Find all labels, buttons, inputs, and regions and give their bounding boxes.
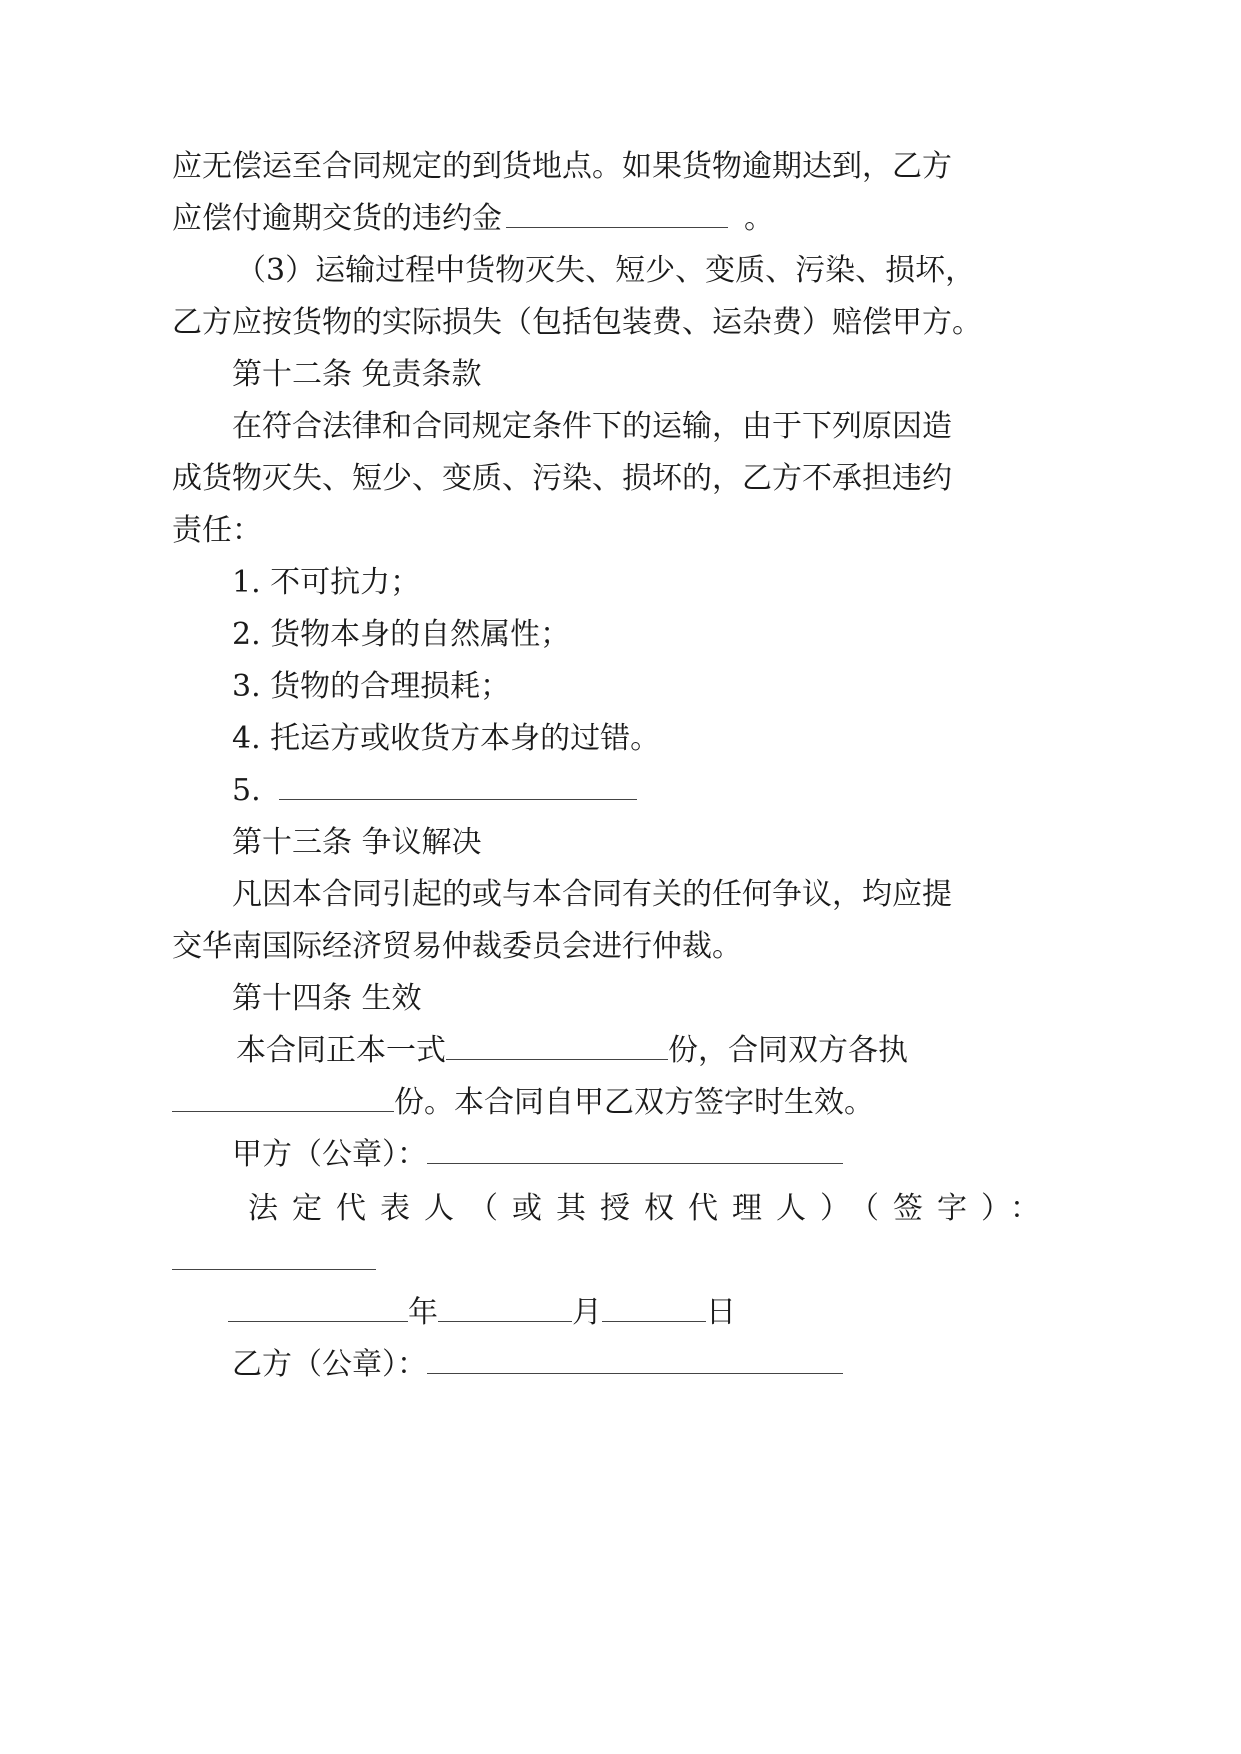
article12-body-line3: 责任： bbox=[172, 513, 262, 548]
month-field[interactable] bbox=[438, 1293, 572, 1322]
month-label: 月 bbox=[572, 1295, 602, 1330]
exemption-item-5-field[interactable] bbox=[279, 771, 637, 800]
party-a-label: 甲方（公章）： bbox=[232, 1137, 427, 1172]
exemption-item-3: 3. 货物的合理损耗； bbox=[232, 669, 511, 704]
effective-clause: 份。本合同自甲乙双方签字时生效。 bbox=[394, 1085, 874, 1120]
article12-body-line2: 成货物灭失、短少、变质、污染、损坏的，乙方不承担违约 bbox=[172, 461, 952, 496]
exemption-item-1: 1. 不可抗力； bbox=[232, 565, 421, 600]
article12-body-line1: 在符合法律和合同规定条件下的运输，由于下列原因造 bbox=[232, 409, 952, 444]
article14-heading: 第十四条 生效 bbox=[232, 981, 422, 1016]
article14-line1 bbox=[236, 1031, 908, 1071]
exemption-item-2: 2. 货物本身的自然属性； bbox=[232, 617, 571, 652]
article13-heading: 第十三条 争议解决 bbox=[232, 825, 482, 860]
para1-line2-end: 。 bbox=[744, 201, 774, 236]
para1-line2 bbox=[172, 199, 774, 239]
penalty-amount-field[interactable] bbox=[506, 199, 728, 228]
date-line bbox=[228, 1293, 736, 1333]
para2-line1: （3）运输过程中货物灭失、短少、变质、污染、损坏， bbox=[236, 253, 976, 288]
exemption-item-4: 4. 托运方或收货方本身的过错。 bbox=[232, 721, 661, 756]
article12-heading: 第十二条 免责条款 bbox=[232, 357, 482, 392]
penalty-label: 应偿付逾期交货的违约金 bbox=[172, 201, 502, 236]
para2-line2: 乙方应按货物的实际损失（包括包装费、运杂费）赔偿甲方。 bbox=[172, 305, 982, 340]
legal-rep-label: 法定代表人（或其授权代理人）（签字）： bbox=[248, 1191, 1054, 1226]
article13-body-line2: 交华南国际经济贸易仲裁委员会进行仲裁。 bbox=[172, 929, 742, 964]
legal-rep-line bbox=[172, 1241, 376, 1281]
total-copies-field[interactable] bbox=[446, 1031, 668, 1060]
day-field[interactable] bbox=[602, 1293, 706, 1322]
party-a-line bbox=[232, 1135, 843, 1175]
day-label: 日 bbox=[706, 1295, 736, 1330]
year-field[interactable] bbox=[228, 1293, 408, 1322]
legal-rep-signature-field[interactable] bbox=[172, 1241, 376, 1270]
copies-each-label: 份，合同双方各执 bbox=[668, 1033, 908, 1068]
party-a-seal-field[interactable] bbox=[427, 1135, 843, 1164]
copies-each-field[interactable] bbox=[172, 1083, 394, 1112]
exemption-item-5-number: 5. bbox=[232, 773, 261, 808]
exemption-item-5 bbox=[232, 771, 637, 811]
party-b-line bbox=[232, 1345, 843, 1385]
copies-label: 本合同正本一式 bbox=[236, 1033, 446, 1068]
year-label: 年 bbox=[408, 1295, 438, 1330]
article13-body-line1: 凡因本合同引起的或与本合同有关的任何争议，均应提 bbox=[232, 877, 952, 912]
para1-line1: 应无偿运至合同规定的到货地点。如果货物逾期达到，乙方 bbox=[172, 149, 952, 184]
party-b-label: 乙方（公章）： bbox=[232, 1347, 427, 1382]
article14-line2 bbox=[172, 1083, 874, 1123]
party-b-seal-field[interactable] bbox=[427, 1345, 843, 1374]
